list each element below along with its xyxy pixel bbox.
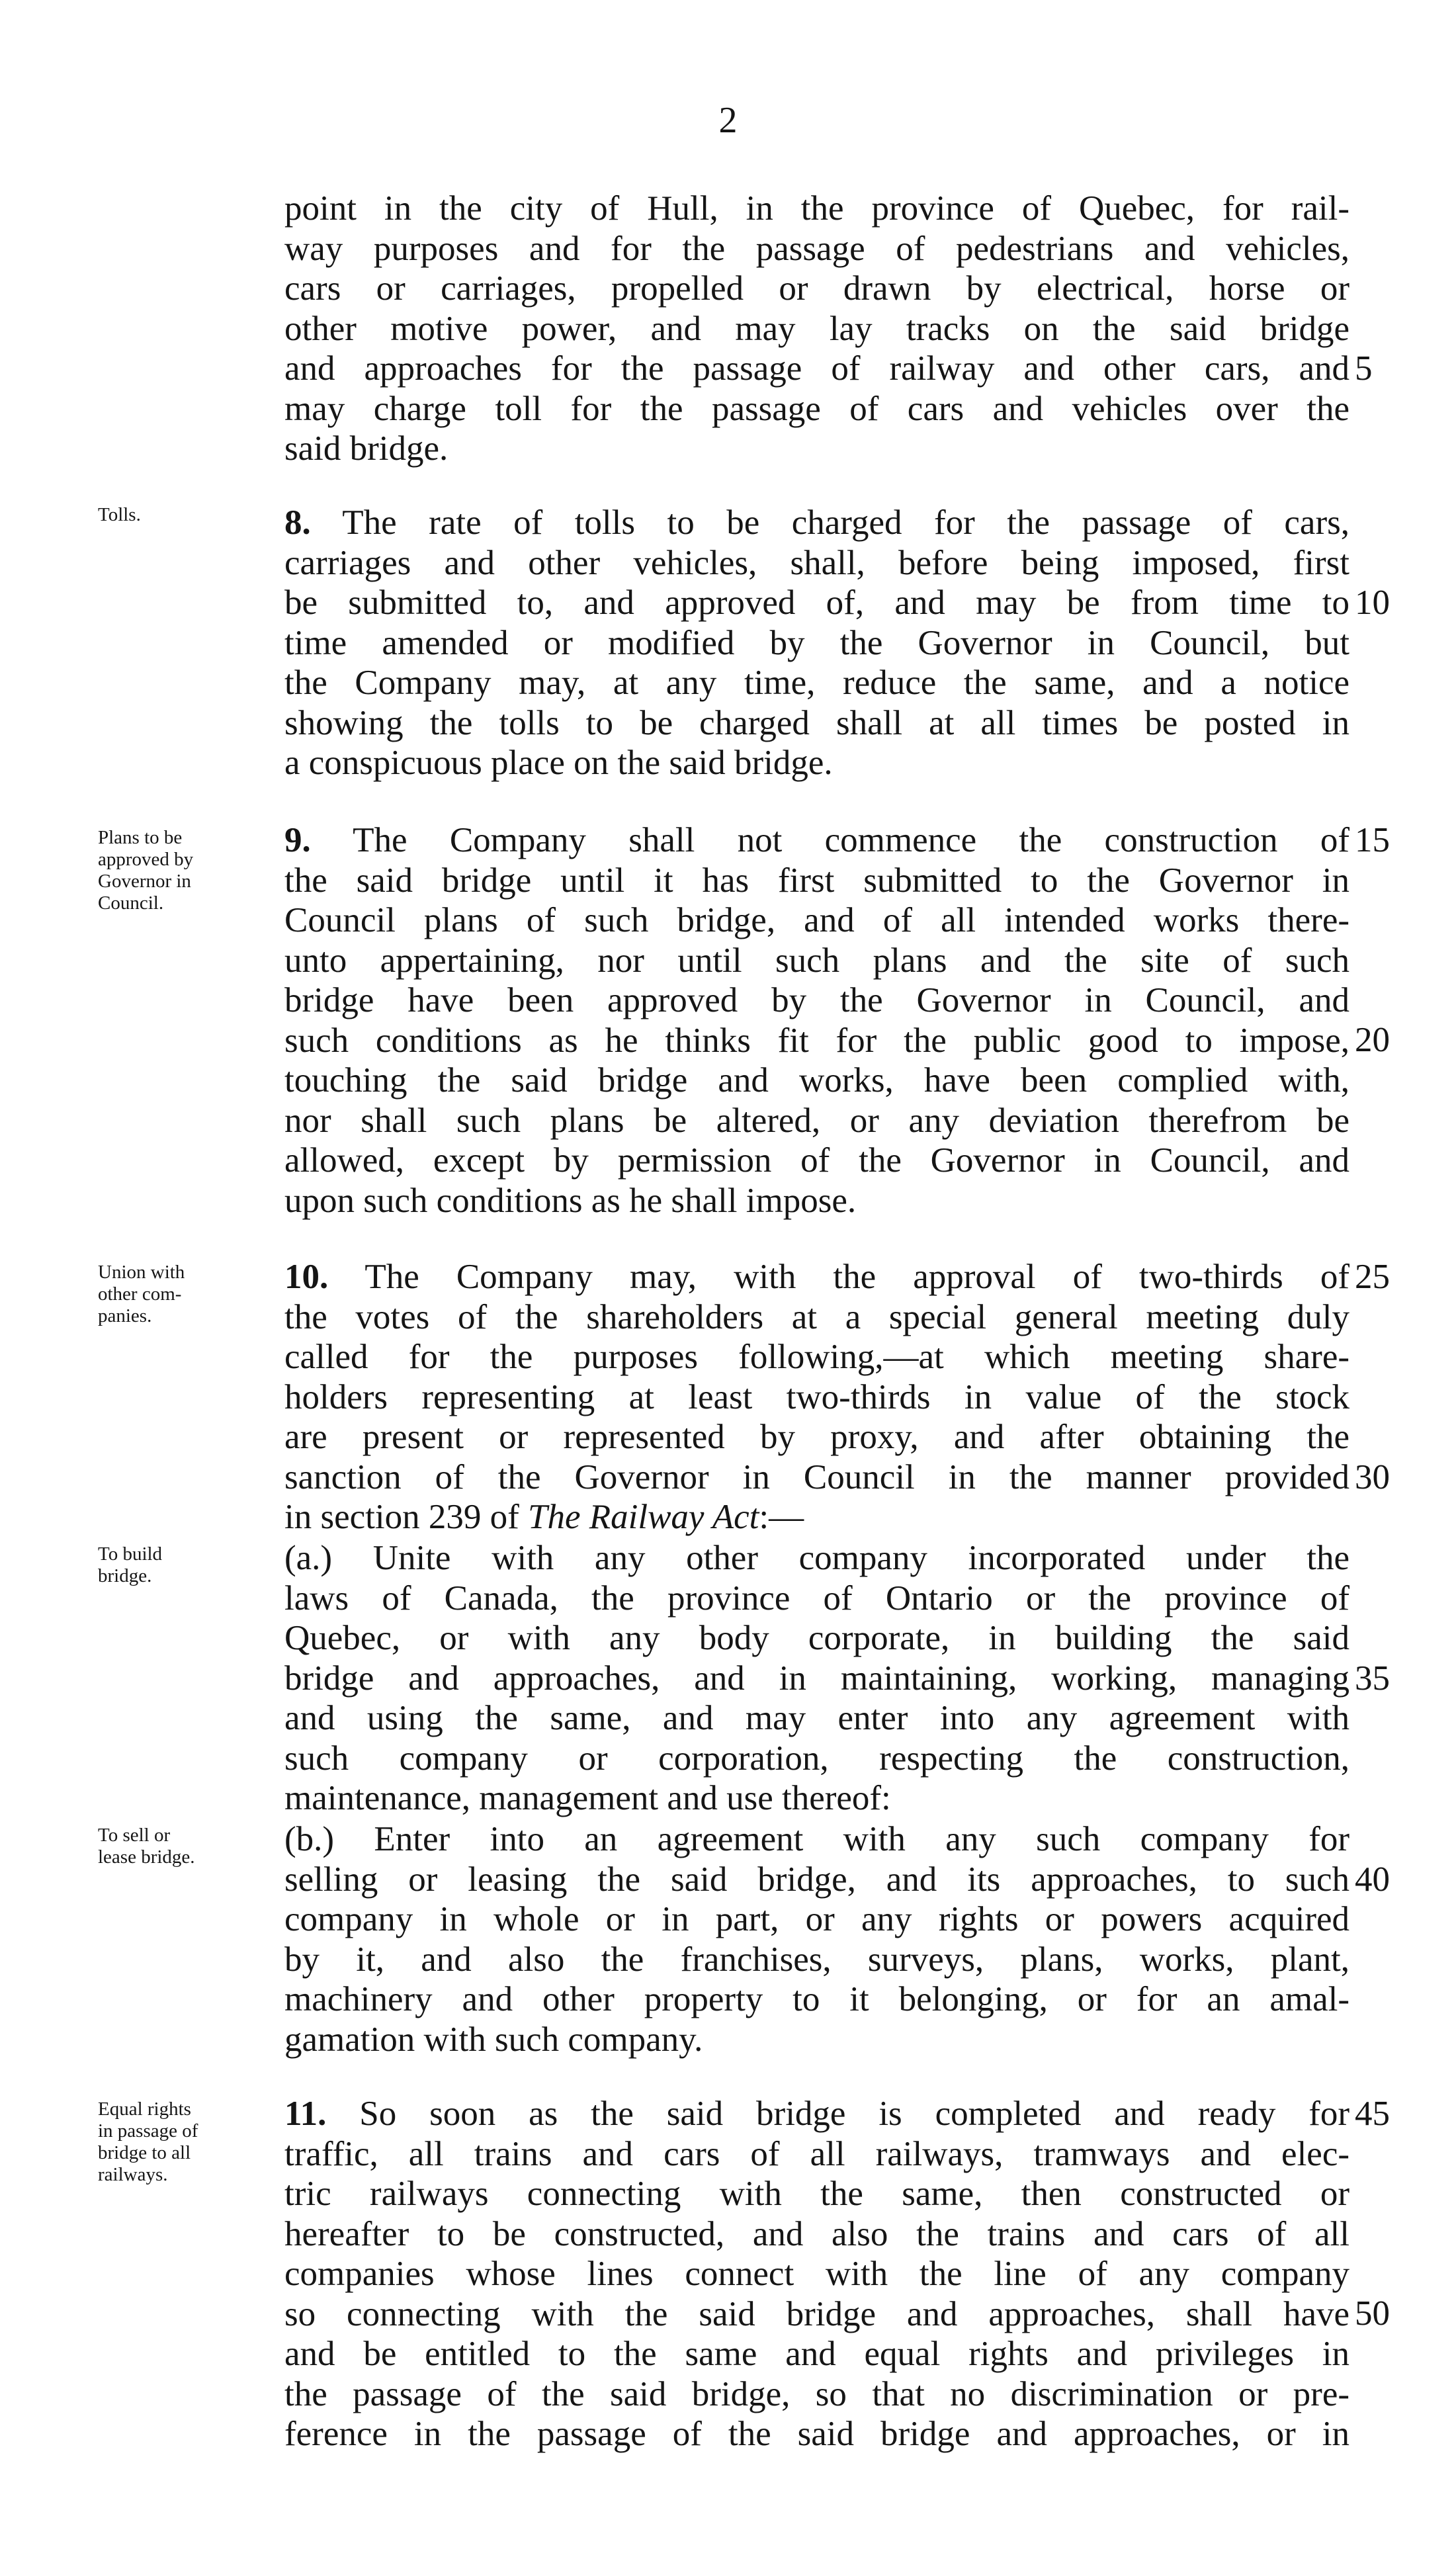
marginal-note-line: Tolls.	[98, 504, 141, 525]
text-line	[284, 2374, 1349, 2415]
paragraph-s9	[284, 820, 1349, 1221]
line-text: the said bridge until it has first submitted to the Governor in	[284, 861, 1349, 900]
text-line	[284, 980, 1349, 1021]
line-text: so connecting with the said bridge and approaches, shall have	[284, 2294, 1349, 2333]
line-text: such company or corporation, respecting the construction,	[284, 1739, 1349, 1778]
text-line	[284, 1141, 1349, 1181]
line-text: hereafter to be constructed, and also the trains and cars of all	[284, 2214, 1349, 2253]
line-text: holders representing at least two-thirds in value of the stock	[284, 1377, 1349, 1416]
section-number: 8.	[284, 503, 311, 542]
text-line	[284, 583, 1349, 623]
text-line	[284, 503, 1349, 543]
marginal-note-plans	[98, 827, 270, 914]
line-text: are present or represented by proxy, and after obtaining the	[284, 1418, 1349, 1456]
text-line	[284, 900, 1349, 941]
marginal-note-line: bridge to all	[98, 2142, 191, 2163]
line-text: machinery and other property to it belonging, or for an amal-	[284, 1980, 1349, 2018]
marginal-note-equal	[98, 2098, 270, 2186]
line-text: touching the said bridge and works, have been complied with,	[284, 1061, 1349, 1100]
line-text: time amended or modified by the Governor in Council, but	[284, 623, 1349, 662]
text-line	[284, 1618, 1349, 1659]
line-text: So soon as the said bridge is completed and ready for	[359, 2095, 1350, 2133]
line-text: way purposes and for the passage of pedestrians and vehicles,	[284, 229, 1349, 268]
paragraph-s8	[284, 503, 1349, 783]
text-line	[284, 1819, 1349, 1860]
text-line	[284, 623, 1349, 664]
line-text: laws of Canada, the province of Ontario or the province of	[284, 1578, 1349, 1618]
text-line	[284, 2174, 1349, 2214]
line-text: (b.) Enter into an agreement with any such company for	[284, 1820, 1349, 1858]
marginal-note-line: Union with	[98, 1262, 185, 1283]
text-line	[284, 1377, 1349, 1418]
marginal-note-line: bridge.	[98, 1565, 152, 1586]
text-line	[284, 703, 1349, 744]
line-text: bridge and approaches, and in maintaining, working, managing	[284, 1659, 1349, 1698]
line-text: maintenance, management and use thereof:	[284, 1779, 891, 1817]
line-text: ference in the passage of the said bridge and approaches, or in	[284, 2415, 1349, 2453]
paragraph-intro	[284, 189, 1349, 469]
text-line	[284, 1297, 1349, 1338]
line-number: 35	[1355, 1659, 1390, 1698]
text-line	[284, 2094, 1349, 2134]
line-text: Quebec, or with any body corporate, in building the said	[284, 1619, 1349, 1657]
text-line	[284, 1181, 1349, 1221]
line-text: carriages and other vehicles, shall, before being imposed, first	[284, 543, 1349, 582]
marginal-note-line: railways.	[98, 2164, 168, 2185]
text-line	[284, 2334, 1349, 2374]
text-line	[284, 1060, 1349, 1101]
text-line	[284, 1698, 1349, 1739]
line-text: may charge toll for the passage of cars and vehicles over the	[284, 389, 1349, 428]
section-number: 11.	[284, 2095, 327, 2133]
text-line	[284, 269, 1349, 309]
marginal-note-line: Council.	[98, 892, 164, 914]
text-line	[284, 1739, 1349, 1779]
marginal-note-line: other com-	[98, 1283, 182, 1305]
line-text: The rate of tolls to be charged for the passage of cars,	[342, 503, 1349, 542]
line-text: traffic, all trains and cars of all railways, tramways and elec-	[284, 2134, 1349, 2173]
line-text: be submitted to, and approved of, and may be from time to	[284, 584, 1349, 622]
line-text: tric railways connecting with the same, then constructed or	[284, 2175, 1349, 2213]
line-number: 45	[1355, 2095, 1390, 2133]
paragraph-s10	[284, 1257, 1349, 1537]
line-text: companies whose lines connect with the line of any company	[284, 2255, 1349, 2293]
text-line	[284, 1979, 1349, 2020]
text-line	[284, 189, 1349, 229]
line-number: 40	[1355, 1860, 1390, 1899]
text-line	[284, 309, 1349, 349]
text-line	[284, 349, 1349, 389]
line-text: showing the tolls to be charged shall at all times be posted in	[284, 703, 1349, 742]
line-text: cars or carriages, propelled or drawn by electrical, horse or	[284, 269, 1349, 308]
paragraph-s10b	[284, 1819, 1349, 2059]
line-text: company in whole or in part, or any rights or powers acquired	[284, 1900, 1349, 1938]
line-text: in section 239 of The Railway Act:—	[284, 1498, 804, 1536]
section-number: 10.	[284, 1258, 329, 1296]
marginal-note-sell	[98, 1825, 270, 1868]
text-line	[284, 1021, 1349, 1061]
text-line	[284, 1538, 1349, 1578]
text-line	[284, 1899, 1349, 1940]
text-line	[284, 2020, 1349, 2060]
text-line	[284, 543, 1349, 584]
line-number: 30	[1355, 1458, 1390, 1496]
text-line	[284, 429, 1349, 469]
line-text: other motive power, and may lay tracks on the said bridge	[284, 309, 1349, 348]
line-text: gamation with such company.	[284, 2020, 703, 2059]
line-text: Council plans of such bridge, and of all intended works there-	[284, 901, 1349, 939]
text-line	[284, 2414, 1349, 2454]
text-line	[284, 1337, 1349, 1377]
text-line	[284, 663, 1349, 703]
text-line	[284, 1659, 1349, 1699]
text-line	[284, 1860, 1349, 1900]
line-text: the Company may, at any time, reduce the same, and a notice	[284, 664, 1349, 702]
page-number: 2	[718, 100, 738, 141]
paragraph-s10a	[284, 1538, 1349, 1819]
line-text: and approaches for the passage of railway and other cars, and	[284, 349, 1349, 388]
marginal-note-line: approved by	[98, 849, 194, 870]
text-line	[284, 861, 1349, 901]
line-text: upon such conditions as he shall impose.	[284, 1181, 857, 1220]
text-line	[284, 1457, 1349, 1498]
line-text: said bridge.	[284, 429, 449, 468]
line-number: 20	[1355, 1021, 1390, 1059]
text-line	[284, 389, 1349, 429]
text-line	[284, 2214, 1349, 2255]
line-text: nor shall such plans be altered, or any deviation therefrom be	[284, 1101, 1349, 1140]
text-line	[284, 1257, 1349, 1297]
text-line	[284, 2254, 1349, 2294]
line-text: the votes of the shareholders at a special general meeting duly	[284, 1297, 1349, 1336]
text-line	[284, 941, 1349, 981]
line-text: bridge have been approved by the Governor in Council, and	[284, 981, 1349, 1019]
line-number: 5	[1355, 349, 1373, 388]
line-text: The Company may, with the approval of two-thirds of	[364, 1258, 1349, 1296]
text-line	[284, 2134, 1349, 2175]
marginal-note-line: Equal rights	[98, 2098, 191, 2120]
marginal-note-line: panies.	[98, 1305, 152, 1326]
marginal-note-line: To build	[98, 1543, 163, 1565]
marginal-note-line: Plans to be	[98, 827, 183, 848]
text-line	[284, 1101, 1349, 1141]
marginal-note-line: lease bridge.	[98, 1846, 195, 1868]
line-text: allowed, except by permission of the Governor in Council, and	[284, 1141, 1349, 1180]
text-line	[284, 820, 1349, 861]
marginal-note-union	[98, 1262, 270, 1327]
marginal-note-line: in passage of	[98, 2120, 198, 2141]
line-text: (a.) Unite with any other company incorporated under the	[284, 1539, 1349, 1577]
text-line	[284, 1578, 1349, 1619]
text-line	[284, 1778, 1349, 1819]
line-text: the passage of the said bridge, so that no discrimination or pre-	[284, 2374, 1349, 2413]
line-text: called for the purposes following,—at which meeting share-	[284, 1338, 1349, 1376]
line-text: by it, and also the franchises, surveys, plans, works, plant,	[284, 1940, 1349, 1979]
line-text: selling or leasing the said bridge, and its approaches, to such	[284, 1860, 1349, 1899]
paragraph-s11	[284, 2094, 1349, 2454]
line-text: and using the same, and may enter into any agreement with	[284, 1699, 1349, 1737]
marginal-note-build	[98, 1543, 270, 1587]
act-title: The Railway Act	[528, 1498, 759, 1536]
text-line	[284, 229, 1349, 269]
line-text: point in the city of Hull, in the province of Quebec, for rail-	[284, 189, 1349, 228]
line-text: and be entitled to the same and equal rights and privileges in	[284, 2335, 1349, 2373]
text-line	[284, 2294, 1349, 2335]
line-text: sanction of the Governor in Council in the manner provided	[284, 1457, 1349, 1496]
marginal-note-line: To sell or	[98, 1825, 171, 1846]
text-line	[284, 1497, 1349, 1537]
marginal-note-line: Governor in	[98, 871, 191, 892]
section-number: 9.	[284, 821, 311, 859]
line-number: 25	[1355, 1258, 1390, 1296]
line-text: such conditions as he thinks fit for the public good to impose,	[284, 1021, 1349, 1060]
line-number: 15	[1355, 821, 1390, 859]
text-line	[284, 1417, 1349, 1457]
marginal-note-tolls	[98, 504, 270, 526]
line-text: a conspicuous place on the said bridge.	[284, 744, 833, 782]
text-line	[284, 1940, 1349, 1980]
line-number: 50	[1355, 2294, 1390, 2333]
line-text: The Company shall not commence the construction of	[353, 821, 1350, 859]
line-number: 10	[1355, 584, 1390, 622]
line-text: unto appertaining, nor until such plans and the site of such	[284, 941, 1349, 980]
text-line	[284, 743, 1349, 783]
